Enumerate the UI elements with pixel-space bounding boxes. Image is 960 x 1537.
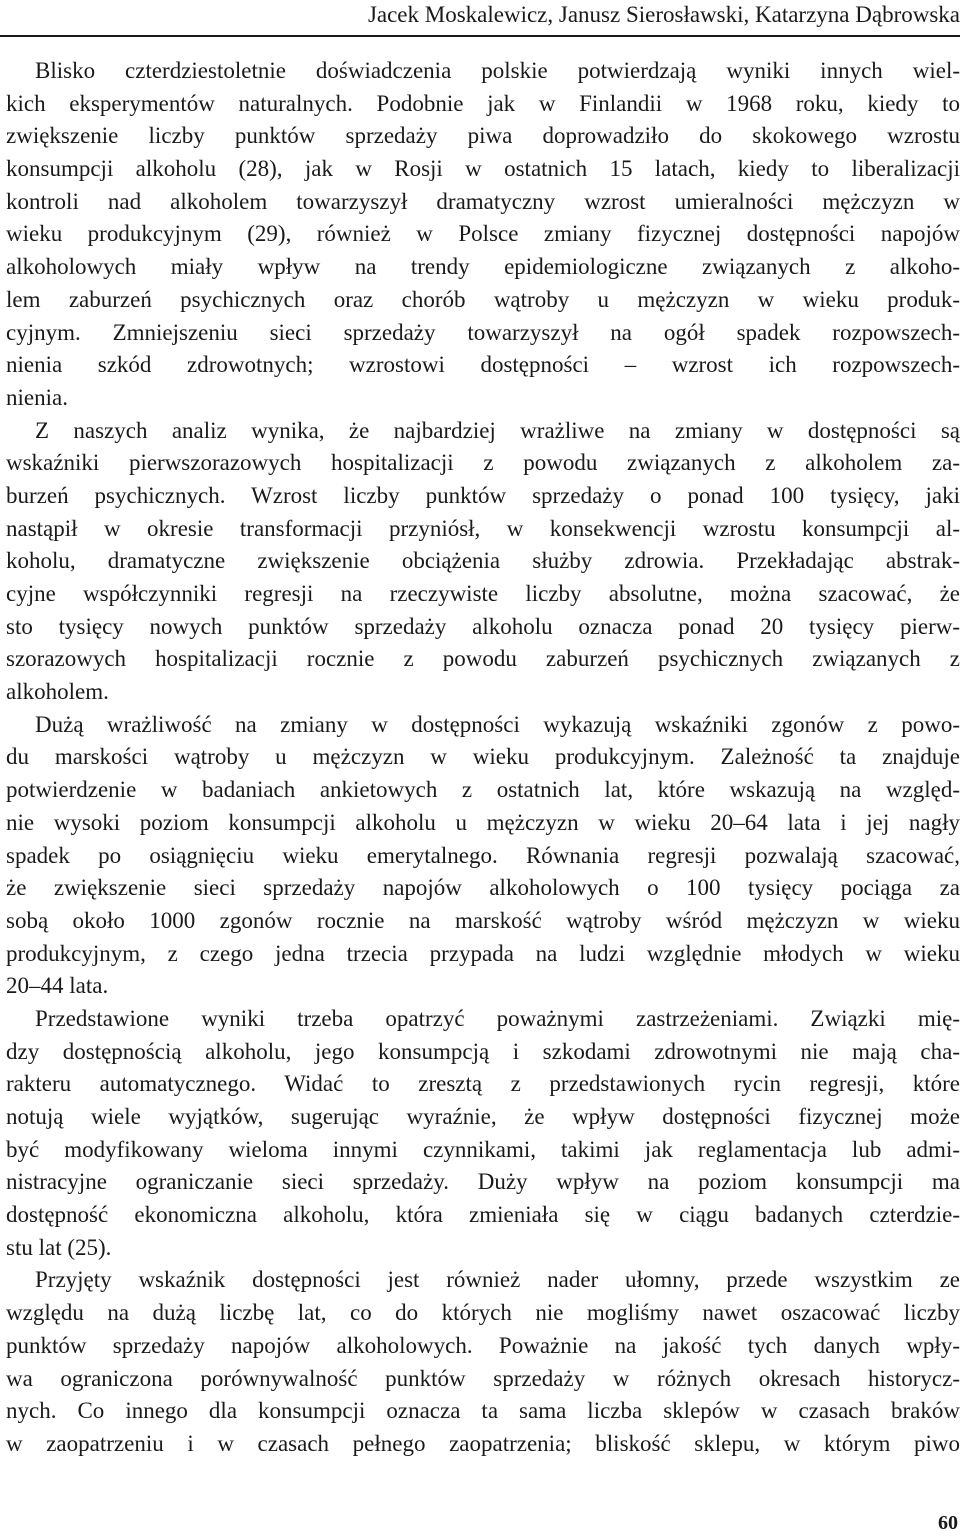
text-line: nienia szkód zdrowotnych; wzrostowi dostępności – wzrost ich rozpowszech- [6, 352, 960, 378]
text-line: lem zaburzeń psychicznych oraz chorób wątroby u mężczyzn w wieku produk- [6, 286, 960, 312]
text-line: nych. Co innego dla konsumpcji oznacza ta sama liczba sklepów w czasach braków [6, 1398, 960, 1424]
text-line: zwiększenie liczby punktów sprzedaży piwa doprowadziło do skokowego wzrostu [6, 123, 960, 149]
text-line: potwierdzenie w badaniach ankietowych z ostatnich lat, które wskazują na względ- [6, 777, 960, 803]
text-line: koholu, dramatyczne zwiększenie obciążenia służby zdrowia. Przekładając abstrak- [6, 548, 960, 574]
body-text [6, 55, 960, 1461]
text-line: dzy dostępnością alkoholu, jego konsumpcją i szkodami zdrowotnymi nie mają cha- [6, 1038, 960, 1064]
text-line: rakteru automatycznego. Widać to zresztą z przedstawionych rycin regresji, które [6, 1071, 960, 1097]
header-rule [0, 35, 960, 37]
text-line: dostępność ekonomiczna alkoholu, która zmieniała się w ciągu badanych czterdzie- [6, 1202, 960, 1228]
text-line: nastąpił w okresie transformacji przyniósł, w konsekwencji wzrostu konsumpcji al- [6, 515, 960, 541]
text-line: Przyjęty wskaźnik dostępności jest również nader ułomny, przede wszystkim ze [35, 1267, 960, 1293]
paragraph [6, 709, 960, 1003]
text-line: spadek po osiągnięciu wieku emerytalnego. Równania regresji pozwalają szacować, [6, 842, 960, 868]
text-line: konsumpcji alkoholu (28), jak w Rosji w ostatnich 15 latach, kiedy to liberalizacji [6, 156, 960, 182]
text-line: cyjnym. Zmniejszeniu sieci sprzedaży towarzyszył na ogół spadek rozpowszech- [6, 319, 960, 345]
page-number: 60 [938, 1512, 958, 1534]
text-line: kich eksperymentów naturalnych. Podobnie jak w Finlandii w 1968 roku, kiedy to [6, 90, 960, 116]
text-line: produkcyjnym, z czego jedna trzecia przypada na ludzi względnie młodych w wieku [6, 940, 960, 966]
paragraph [6, 55, 960, 415]
text-line: notują wiele wyjątków, sugerując wyraźnie, że wpływ dostępności fizycznej może [6, 1104, 960, 1129]
running-header-authors: Jacek Moskalewicz, Janusz Sierosławski, Katarzyna Dąbrowska [367, 2, 960, 27]
text-line: Przedstawione wyniki trzeba opatrzyć poważnymi zastrzeżeniami. Związki mię- [35, 1005, 960, 1031]
text-line: burzeń psychicznych. Wzrost liczby punktów sprzedaży o ponad 100 tysięcy, jaki [6, 482, 960, 508]
text-line: szorazowych hospitalizacji rocznie z powodu zaburzeń psychicznych związanych z [6, 646, 960, 672]
text-line: nienia. [6, 384, 68, 410]
paragraph [6, 415, 960, 709]
text-line: sobą około 1000 zgonów rocznie na marskość wątroby wśród mężczyzn w wieku [6, 907, 960, 933]
text-line: alkoholem. [6, 679, 109, 705]
paragraph [6, 1003, 960, 1265]
text-line: w zaopatrzeniu i w czasach pełnego zaopatrzenia; bliskość sklepu, w którym piwo [6, 1430, 960, 1456]
text-line: alkoholowych miały wpływ na trendy epidemiologiczne związanych z alkoho- [6, 254, 960, 280]
text-line: Z naszych analiz wynika, że najbardziej wrażliwe na zmiany w dostępności są [35, 417, 960, 443]
text-line: kontroli nad alkoholem towarzyszył dramatyczny wzrost umieralności mężczyzn w [6, 188, 960, 214]
text-line: du marskości wątroby u mężczyzn w wieku produkcyjnym. Zależność ta znajduje [6, 744, 960, 770]
text-line: że zwiększenie sieci sprzedaży napojów alkoholowych o 100 tysięcy pociąga za [6, 875, 960, 901]
text-line: stu lat (25). [6, 1234, 112, 1260]
text-line: sto tysięcy nowych punktów sprzedaży alkoholu oznacza ponad 20 tysięcy pierw- [6, 613, 960, 639]
text-line: wskaźniki pierwszorazowych hospitalizacji z powodu związanych z alkoholem za- [6, 450, 960, 476]
text-line: nistracyjne ograniczanie sieci sprzedaży. Duży wpływ na poziom konsumpcji ma [6, 1169, 960, 1195]
text-line: wieku produkcyjnym (29), również w Polsce zmiany fizycznej dostępności napojów [6, 221, 960, 247]
text-line: wa ograniczona porównywalność punktów sprzedaży w różnych okresach historycz- [6, 1365, 960, 1391]
text-line: Dużą wrażliwość na zmiany w dostępności wykazują wskaźniki zgonów z powo- [35, 711, 960, 737]
text-line: być modyfikowany wieloma innymi czynnikami, takimi jak reglamentacja lub admi- [6, 1136, 960, 1162]
paragraph [6, 1264, 960, 1460]
text-line: punktów sprzedaży napojów alkoholowych. Poważnie na jakość tych danych wpły- [6, 1332, 960, 1358]
text-line: 20–44 lata. [6, 973, 109, 999]
text-line: nie wysoki poziom konsumpcji alkoholu u mężczyzn w wieku 20–64 lata i jej nagły [6, 809, 960, 835]
text-line: cyjne współczynniki regresji na rzeczywiste liczby absolutne, można szacować, że [6, 581, 960, 606]
text-line: względu na dużą liczbę lat, co do których nie mogliśmy nawet oszacować liczby [6, 1300, 960, 1326]
text-line: Blisko czterdziestoletnie doświadczenia polskie potwierdzają wyniki innych wiel- [35, 58, 960, 83]
